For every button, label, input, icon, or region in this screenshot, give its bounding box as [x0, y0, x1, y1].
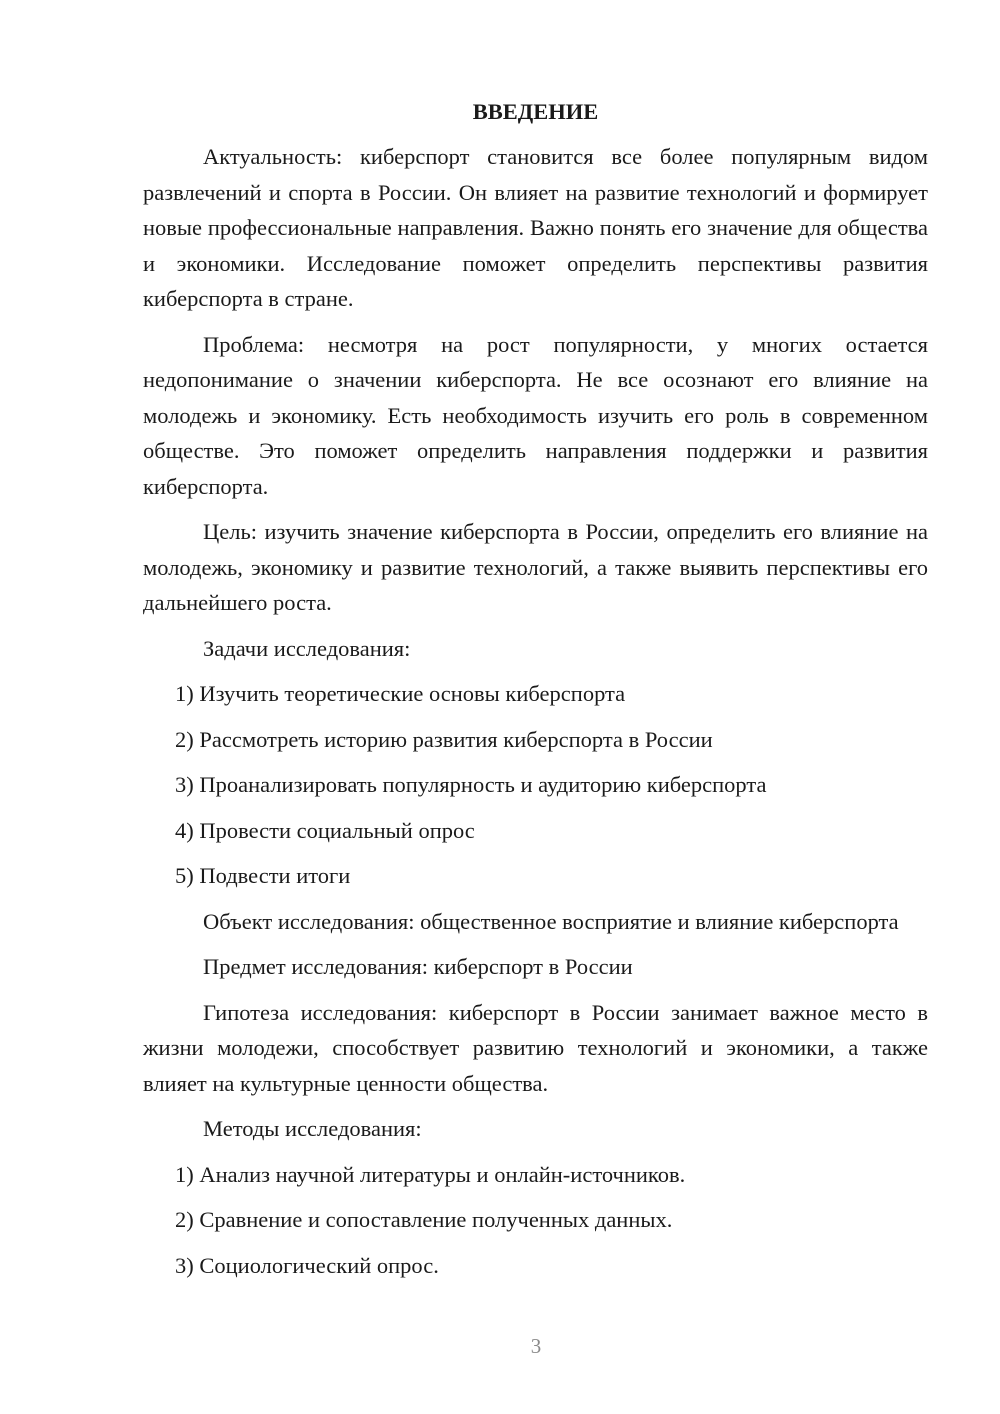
- task-item: 3) Проанализировать популярность и аудиторию киберспорта: [175, 772, 767, 797]
- task-item: 5) Подвести итоги: [175, 863, 351, 888]
- subject-paragraph: Предмет исследования: киберспорт в России: [203, 954, 633, 979]
- page-number: 3: [530, 1334, 542, 1358]
- goal-paragraph: Цель: изучить значение киберспорта в России, определить его влияние на молодежь, экономику и развитие технологий, а также выявить перспективы его дальнейшего роста.: [143, 519, 928, 615]
- task-item: 2) Рассмотреть историю развития киберспорта в России: [175, 726, 713, 752]
- page-title: ВВЕДЕНИЕ: [472, 99, 599, 124]
- problem-paragraph: Проблема: несмотря на рост популярности, у многих остается недопонимание о значении киберспорта. Не все осознают его влияние на молодежь и экономику. Есть необходимость изучить его роль в современном обществе. Это поможет определить направления поддержки и развития киберспорта.: [143, 331, 928, 499]
- method-item: 1) Анализ научной литературы и онлайн-источников.: [175, 1161, 686, 1187]
- methods-heading: Методы исследования:: [203, 1116, 422, 1141]
- object-paragraph: Объект исследования: общественное восприятие и влияние киберспорта: [203, 908, 899, 934]
- hypothesis-paragraph: Гипотеза исследования: киберспорт в России занимает важное место в жизни молодежи, способствует развитию технологий и экономики, а также влияет на культурные ценности общества.: [143, 999, 928, 1096]
- document-body: [143, 94, 928, 1293]
- task-item: 1) Изучить теоретические основы киберспорта: [175, 681, 626, 706]
- relevance-paragraph: Актуальность: киберспорт становится все более популярным видом развлечений и спорта в России. Он влияет на развитие технологий и формирует новые профессиональные направления. Важно понять его значение для общества и экономики. Исследование поможет определить перспективы развития киберспорта в стране.: [143, 144, 928, 311]
- method-item: 3) Социологический опрос.: [175, 1252, 439, 1278]
- method-item: 2) Сравнение и сопоставление полученных данных.: [175, 1207, 673, 1232]
- tasks-heading: Задачи исследования:: [203, 635, 411, 661]
- task-item: 4) Провести социальный опрос: [175, 817, 475, 843]
